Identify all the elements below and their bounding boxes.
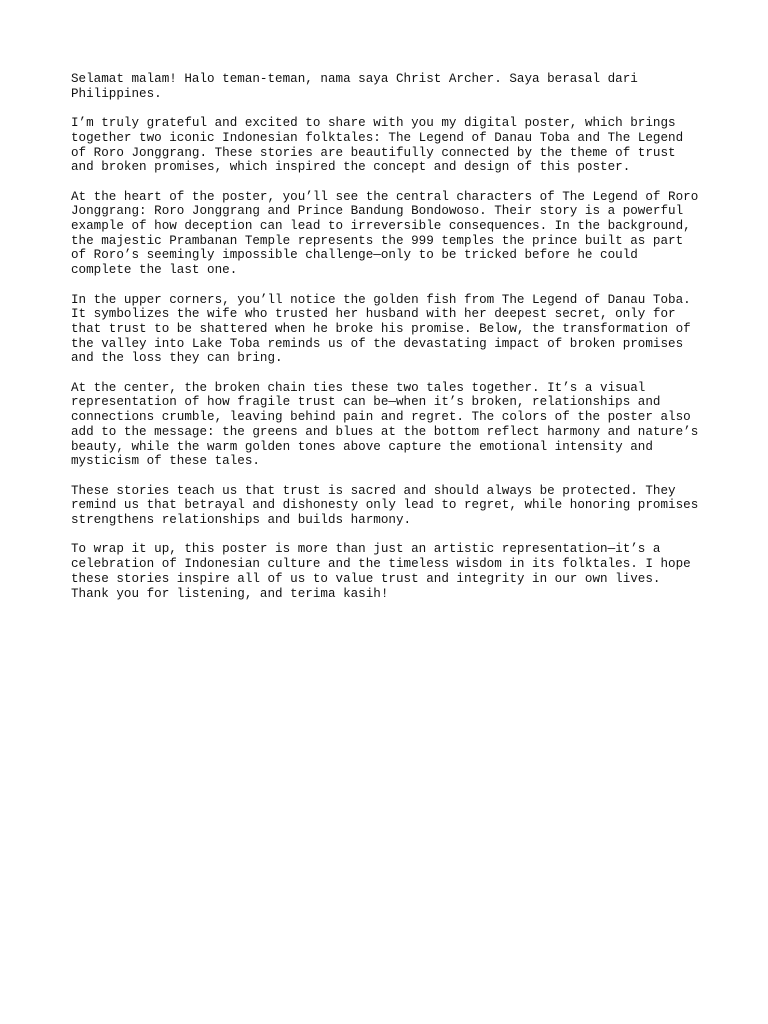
paragraph-lesson: These stories teach us that trust is sacred and should always be protected. They remind us that betrayal and dishonesty only lead to regret, while honoring promises strengthens relationships and builds harmony. (71, 483, 699, 528)
paragraph-closing: To wrap it up, this poster is more than just an artistic representation—it’s a celebration of Indonesian culture and the timeless wisdom in its folktales. I hope these stories inspire all of us to value trust and integrity in our own lives. Thank you for listening, and terima kasih! (71, 542, 691, 601)
paragraph-golden-fish: In the upper corners, you’ll notice the golden fish from The Legend of Danau Toba. It symbolizes the wife who trusted her husband with her deepest secret, only for that trust to be shattered when he broke his promise. Below, the transformation of the valley into Lake Toba reminds us of the devastating impact of broken promises and the loss they can bring. (71, 292, 691, 366)
paragraph-broken-chain: At the center, the broken chain ties these two tales together. It’s a visual representation of how fragile trust can be—when it’s broken, relationships and connections crumble, leaving behind pain and regret. The colors of the poster also add to the message: the greens and blues at the bottom reflect harmony and nature’s beauty, while the warm golden tones above capture the emotional intensity and mysticism of these tales. (71, 380, 699, 469)
document-page (71, 72, 711, 616)
paragraph-introduction: I’m truly grateful and excited to share with you my digital poster, which brings together two iconic Indonesian folktales: The Legend of Danau Toba and The Legend of Roro Jonggrang. These stories are beautifully connected by the theme of trust and broken promises, which inspired the concept and design of this poster. (71, 116, 684, 175)
paragraph-greeting: Selamat malam! Halo teman-teman, nama saya Christ Archer. Saya berasal dari Philippines. (71, 72, 638, 101)
paragraph-roro-jonggrang: At the heart of the poster, you’ll see the central characters of The Legend of Roro Jonggrang: Roro Jonggrang and Prince Bandung Bondowoso. Their story is a powerful example of how deception can lead to irreversible consequences. In the background, the majestic Prambanan Temple represents the 999 temples the prince built as part of Roro’s seemingly impossible challenge—only to be tricked before he could complete the last one. (71, 189, 699, 278)
